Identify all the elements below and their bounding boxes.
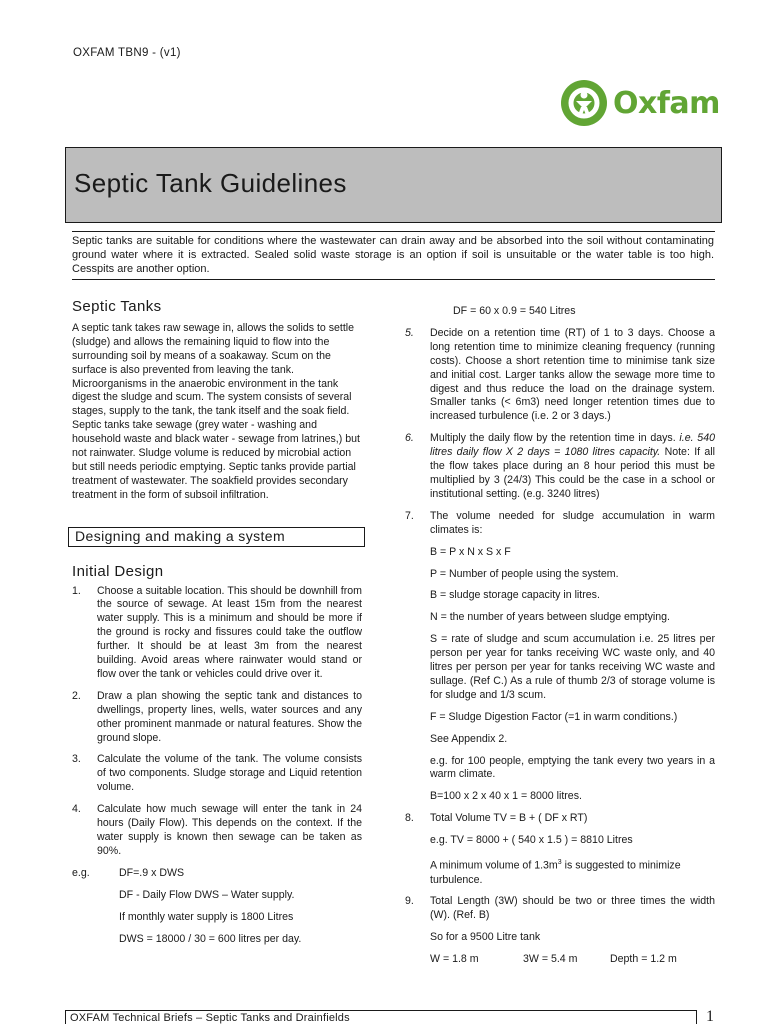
min-volume-a: A minimum volume of 1.3m: [430, 859, 558, 872]
list-number: 4.: [72, 803, 81, 816]
oxfam-logo: [561, 80, 720, 126]
list-item: [405, 895, 715, 923]
intro-paragraph: Septic tanks are suitable for conditions where the wastewater can drain away and be absorbed into the soil without contaminating ground water where it is extracted. Sealed solid waste storage is an option if soil is unsuitable or the water table is too high. Cesspits are another option.: [72, 231, 715, 280]
f-definition: F = Sludge Digestion Factor (=1 in warm conditions.): [430, 710, 678, 723]
list-number: 9.: [405, 895, 414, 908]
oxfam-person-icon: [561, 80, 607, 126]
n-definition: N = the number of years between sludge emptying.: [430, 611, 670, 624]
item6-italic: i.e. 540 litres daily flow X 2 days = 1080 litres capacity.: [430, 432, 715, 459]
tank-9500: So for a 9500 Litre tank: [430, 931, 541, 944]
list-item: [405, 812, 715, 826]
list-text: Total Volume TV = B + ( DF x RT): [430, 812, 588, 825]
example-label: e.g.: [72, 866, 90, 879]
tank-dimensions: [405, 953, 715, 967]
b-formula: B = P x N x S x F: [430, 545, 511, 558]
list-text: Total Length (3W) should be two or three times the width (W). (Ref. B): [430, 895, 715, 922]
list-item: [72, 690, 362, 746]
p-definition: P = Number of people using the system.: [430, 567, 619, 580]
list-text: Calculate how much sewage will enter the tank in 24 hours (Daily Flow). This depends on the context. If the water supply is known then sewage can be taken as 90%.: [97, 803, 362, 857]
item6-text-a: Multiply the daily flow by the retention time in days.: [430, 432, 676, 445]
example-dws: DWS = 18000 / 30 = 600 litres per day.: [119, 932, 302, 945]
tv-calculation: e.g. TV = 8000 + ( 540 x 1.5 ) = 8810 Litres: [430, 834, 633, 847]
list-item: [405, 510, 715, 538]
s-definition: S = rate of sludge and scum accumulation i.e. 25 litres per person per year for tanks receiving WC waste only, and 40 litres per person per year for tanks receiving WC waste and sullage. (Ref C.) As a rule of thumb 2/3 of storage volume is for sludge and 1/3 scum.: [430, 633, 715, 701]
septic-tanks-heading: Septic Tanks: [72, 298, 162, 315]
page-title: Septic Tank Guidelines: [74, 168, 347, 198]
list-number: 7.: [405, 509, 414, 522]
list-item: [72, 753, 362, 795]
list-text: [430, 432, 715, 502]
minimum-volume: [405, 856, 715, 887]
list-text: The volume needed for sludge accumulation in warm climates is:: [430, 509, 715, 536]
appendix-note: See Appendix 2.: [430, 732, 508, 745]
example-row: [72, 867, 362, 881]
list-item: [405, 327, 715, 424]
list-text: Draw a plan showing the septic tank and distances to dwellings, property lines, wells, water sources and any other prominent manmade or natural features. Show the ground slope.: [97, 689, 362, 744]
example-monthly: If monthly water supply is 1800 Litres: [119, 910, 294, 923]
list-item: [72, 585, 362, 682]
list-number: 6.: [405, 432, 414, 445]
list-item: [72, 803, 362, 859]
list-item: [405, 432, 715, 502]
list-text: Calculate the volume of the tank. The volume consists of two components. Sludge storage and Liquid retention volume.: [97, 753, 362, 794]
list-number: 2.: [72, 689, 81, 702]
df-calculation: DF = 60 x 0.9 = 540 Litres: [453, 305, 576, 317]
designing-heading: Designing and making a system: [68, 527, 365, 547]
title-banner: [65, 147, 722, 223]
logo-wordmark: Oxfam: [613, 85, 720, 121]
list-number: 5.: [405, 326, 414, 339]
min-volume-sup: 3: [557, 859, 562, 867]
list-text: Choose a suitable location. This should be downhill from the source of sewage. At least 15m from the nearest water supply. This is a minimum and should be more if the ground is rocky and fissures could take the outflow further. It should be at least 3m from the nearest building. Avoid areas where rainwater would stand or flow over the tank or vehicles could drive over it.: [97, 584, 362, 680]
document-code: OXFAM TBN9 - (v1): [73, 47, 181, 59]
dim-width: W = 1.8 m: [430, 953, 479, 966]
example-100-people: e.g. for 100 people, emptying the tank every two years in a warm climate.: [430, 754, 715, 781]
item6-note: Note:: [660, 446, 690, 459]
dim-length: 3W = 5.4 m: [523, 953, 578, 966]
right-column: [405, 305, 715, 975]
list-number: 1.: [72, 584, 81, 597]
example-formula: DF=.9 x DWS: [119, 866, 185, 879]
list-text: Decide on a retention time (RT) of 1 to 3 days. Choose a long retention time to minimize cleaning frequency (running costs). Choose a short retention time to minimise tank size and initial cost. Larger tanks allow the sewage more time to digest and thus reduce the load on the drainage system. Smaller tanks (< 6m3) need longer retention times due to increased turbulence (i.e. 2 or 3 days.): [430, 326, 715, 423]
footer-bar: OXFAM Technical Briefs – Septic Tanks and Drainfields: [65, 1010, 697, 1024]
list-number: 8.: [405, 812, 414, 825]
b-calculation: B=100 x 2 x 40 x 1 = 8000 litres.: [430, 790, 582, 803]
item6-text-b: If all the flow takes place during an 8 hour period this must be multiplied by 3 (24/3) This could be the case in a school or institutional setting. (e.g. 3240 litres): [430, 446, 716, 500]
min-volume-b: is suggested to minimize turbulence.: [430, 859, 681, 886]
septic-tanks-body: A septic tank takes raw sewage in, allows the solids to settle (sludge) and allows the remaining liquid to flow into the surrounding soil by means of a soakaway. Scum on the surface is also prevented from leaving the tank. Microorganisms in the anaerobic environment in the tank digest the sludge and scum. The system consists of several stages, supply to the tank, the tank itself and the soak field. Septic tanks take sewage (grey water - washing and household waste and black water - sewage from latrines,) but not rainwater. Sludge volume is reduced by microbial action but still needs periodic emptying. Septic tanks provide partial treatment of wastewater. The soakfield provides secondary treatment in the form of subsoil infiltration.: [72, 321, 360, 501]
left-column: [72, 300, 362, 954]
page-number: 1: [706, 1008, 714, 1024]
list-number: 3.: [72, 753, 81, 766]
initial-design-heading: Initial Design: [72, 562, 164, 580]
example-legend: DF - Daily Flow DWS – Water supply.: [119, 888, 295, 901]
dim-depth: Depth = 1.2 m: [610, 953, 677, 966]
b-definition: B = sludge storage capacity in litres.: [430, 589, 600, 602]
